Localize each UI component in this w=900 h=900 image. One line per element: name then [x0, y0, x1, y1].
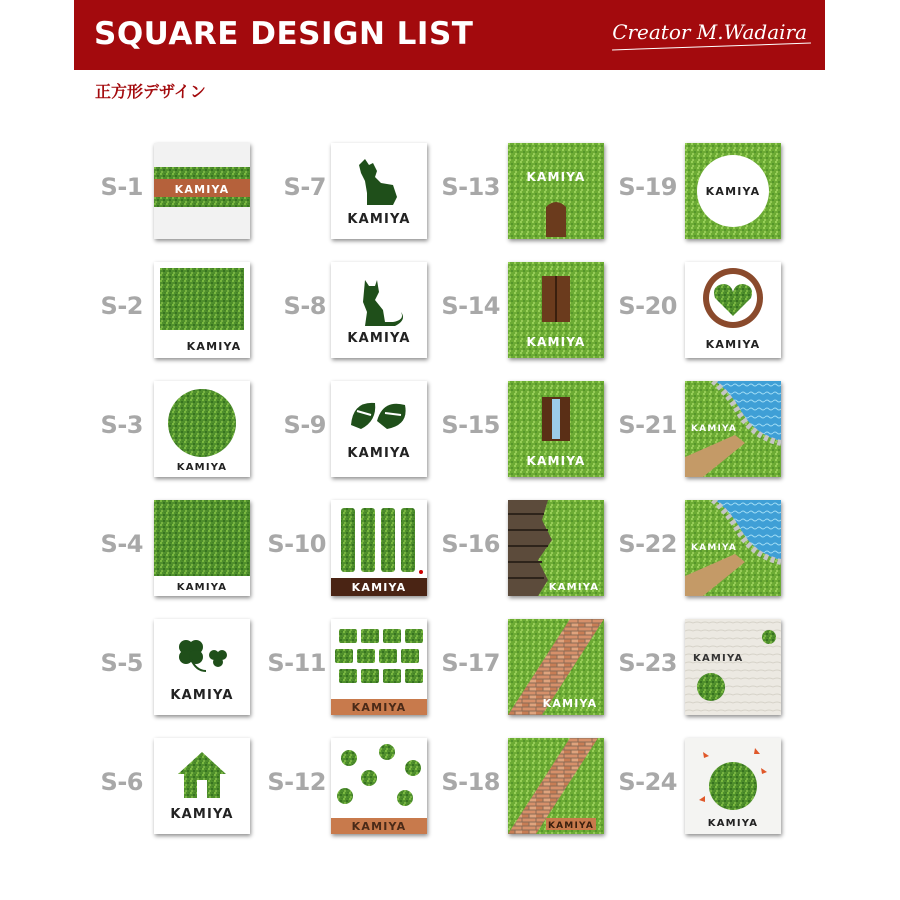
- design-tile-pond-path: [685, 500, 781, 596]
- design-tile-house-icon: [154, 738, 250, 834]
- name-plate-text: KAMIYA: [526, 335, 586, 349]
- name-plate-text: KAMIYA: [174, 183, 230, 196]
- page-title: SQUARE DESIGN LIST: [94, 16, 474, 52]
- design-tile-monstera-icon: [331, 381, 427, 477]
- design-label: S-23: [618, 649, 677, 677]
- design-tile-grass-circle: [154, 381, 250, 477]
- design-label: S-19: [618, 173, 677, 201]
- name-plate-text: KAMIYA: [176, 462, 228, 473]
- design-tile-pond-path: [685, 381, 781, 477]
- design-tile-grass-dots: [331, 738, 427, 834]
- design-label: S-22: [618, 530, 677, 558]
- design-label: S-10: [267, 530, 326, 558]
- name-plate-text: KAMIYA: [526, 170, 586, 184]
- design-label: S-7: [283, 173, 326, 201]
- header-banner: [74, 0, 825, 70]
- design-tile-grass-full: [154, 500, 250, 596]
- creator-signature: Creator M.Wadaira: [612, 20, 807, 44]
- design-tile-grass-brick-path: [508, 619, 604, 715]
- name-plate-text: KAMIYA: [170, 688, 234, 703]
- design-label: S-1: [100, 173, 143, 201]
- name-plate-text: KAMIYA: [547, 821, 595, 831]
- design-label: S-2: [100, 292, 143, 320]
- design-label: S-14: [441, 292, 500, 320]
- page-subtitle: 正方形デザイン: [95, 82, 206, 101]
- design-label: S-9: [283, 411, 326, 439]
- name-plate-text: KAMIYA: [347, 331, 411, 346]
- design-tile-grass-wood-planks: [508, 500, 604, 596]
- name-plate-text: KAMIYA: [347, 212, 411, 227]
- name-plate-text: KAMIYA: [351, 701, 407, 714]
- design-tile-grass-brick-path-plate: [508, 738, 604, 834]
- design-tile-grass-stripes: [331, 500, 427, 596]
- design-tile-heart-planter: [685, 262, 781, 358]
- design-label: S-15: [441, 411, 500, 439]
- design-label: S-11: [267, 649, 326, 677]
- name-plate-text: KAMIYA: [351, 581, 407, 594]
- design-tile-grass-open-door: [508, 381, 604, 477]
- design-tile-grass-shutter-door: [508, 262, 604, 358]
- name-plate-text: KAMIYA: [170, 807, 234, 822]
- design-tile-cat-icon: [331, 262, 427, 358]
- design-label: S-21: [618, 411, 677, 439]
- name-plate-text: KAMIYA: [691, 543, 738, 553]
- design-label: S-4: [100, 530, 143, 558]
- design-label: S-8: [283, 292, 326, 320]
- design-label: S-17: [441, 649, 500, 677]
- name-plate-text: KAMIYA: [693, 653, 744, 664]
- design-tile-moss-koi: [685, 738, 781, 834]
- design-label: S-24: [618, 768, 677, 796]
- name-plate-text: KAMIYA: [705, 185, 761, 198]
- name-plate-text: KAMIYA: [707, 818, 759, 829]
- name-plate-text: KAMIYA: [186, 340, 242, 353]
- name-plate-text: KAMIYA: [351, 820, 407, 833]
- name-plate-text: KAMIYA: [705, 338, 761, 351]
- name-plate-text: KAMIYA: [542, 697, 598, 710]
- design-label: S-18: [441, 768, 500, 796]
- design-tile-clover-icon: [154, 619, 250, 715]
- design-label: S-5: [100, 649, 143, 677]
- design-tile-zen-sand: [685, 619, 781, 715]
- design-tile-grass-bricks: [331, 619, 427, 715]
- name-plate-text: KAMIYA: [347, 446, 411, 461]
- design-tile-grass-rectangle: [154, 262, 250, 358]
- name-plate-text: KAMIYA: [526, 454, 586, 468]
- name-plate-text: KAMIYA: [691, 424, 738, 434]
- design-label: S-13: [441, 173, 500, 201]
- design-tile-grass-band-brick: [154, 143, 250, 239]
- design-tile-grass-small-door: [508, 143, 604, 239]
- name-plate-text: KAMIYA: [548, 582, 600, 593]
- design-tile-dog-icon: [331, 143, 427, 239]
- design-tile-grass-white-circle: [685, 143, 781, 239]
- design-label: S-6: [100, 768, 143, 796]
- design-label: S-3: [100, 411, 143, 439]
- design-label: S-16: [441, 530, 500, 558]
- name-plate-text: KAMIYA: [176, 582, 228, 593]
- design-label: S-12: [267, 768, 326, 796]
- design-label: S-20: [618, 292, 677, 320]
